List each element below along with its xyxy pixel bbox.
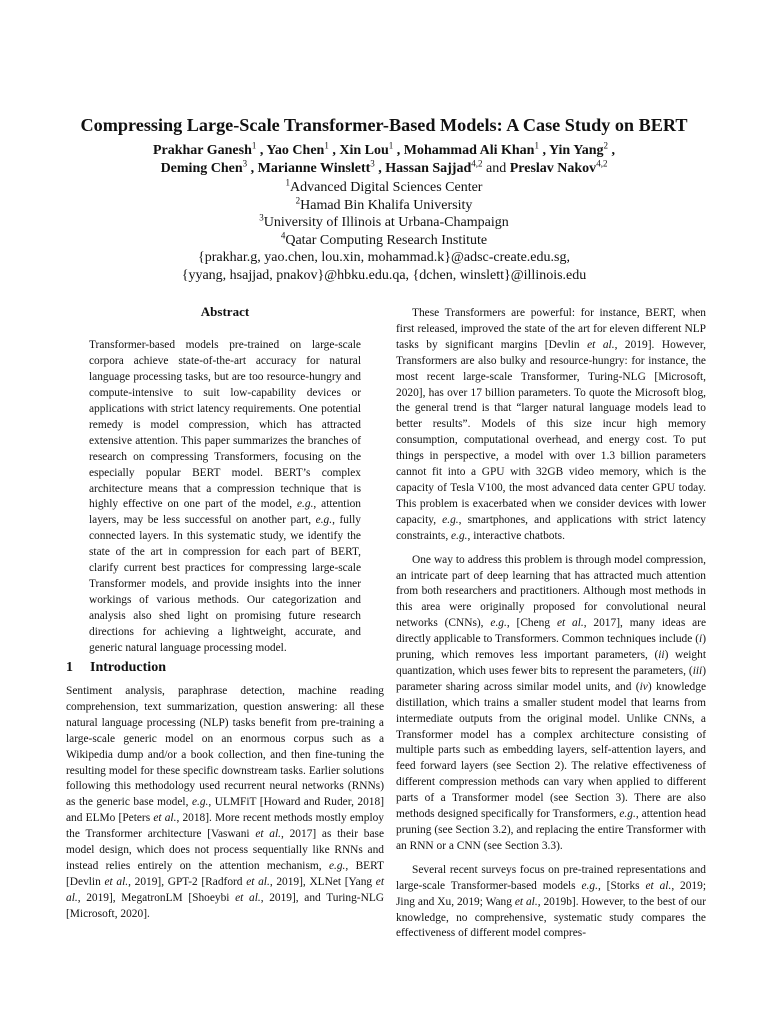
affiliation-text: Hamad Bin Khalifa University [300,197,473,213]
body-paragraph [396,863,706,943]
text-fragment: ) pruning, which removes less important parameters, ( [396,633,706,662]
text-fragment: , attention head pruning (see Section 3.2), and replacing the entire Transformer with an RNN or a CNN (see Section 3.3). [396,808,706,852]
text-fragment: These Transformers are powerful: for instance, BERT, when first released, improved the state of the art for eleven different NLP tasks by significant margins [Devlin [396,307,706,351]
text-fragment: e.g. [451,529,468,542]
text-fragment: e.g. [619,808,636,821]
section-number: 1 [66,660,73,675]
author-affil-mark: 1 [251,140,257,151]
abstract-fragment: e.g. [296,498,314,511]
text-fragment: Several recent surveys focus on pre-trained representations and large-scale Transformer-based models [396,863,706,892]
author-affil-mark: 3 [370,158,375,169]
text-fragment: , BERT [Devlin [66,859,384,888]
affiliation-block [0,179,768,285]
abstract-fragment: Transformer-based models pre-trained on large-scale corpora achieve state-of-the-art accuracy for natural language processing tasks, but are too resource-hungry and compute-intensive to suit low-capability devices or applications with strict latency requirements. One potential remedy is model compression, which has attracted extensive attention. This paper summarizes the branches of research on compressing Transformers, focusing on the especially popular BERT model. BERT’s complex architecture means that a compression technique that is highly effective on one part of the model, [89,339,361,511]
author-list: Prakhar Ganesh$^1$ , Yao Chen$^1$ , Xin Lou$^1$ , Mohammad Ali Khan$^1$ , Yin Yang$^2$ , Deming Chen$^3$ , Marianne Winslett$^3$ , Hassan Sajjad$^{4,2}$ and Preslav Nakov$^{4,2}$ [152,140,616,176]
text-fragment: et al. [104,875,129,888]
text-fragment: , [Cheng [506,617,557,630]
text-fragment: , [Storks [597,879,646,892]
text-fragment: , 2018]. More recent methods mostly employ the Transformer architecture [Vaswani [66,812,384,841]
affiliation-mark: 1 [285,177,291,188]
author-name: Yao Chen [266,143,325,158]
text-fragment: Sentiment analysis, paraphrase detection, machine reading comprehension, text summarization, question answering: all these natural language processing (NLP) tasks benefit from pre-training a large-scale generic model on an enormous corpus such as a Wikipedia dump and/or a book collection, and then fine-tuning the resulting model for these specific downstream tasks. Earlier solutions following this methodology used recurrent neural networks (RNNs) as the generic base model, [66,685,384,809]
abstract-fragment: , fully connected layers. In this systematic study, we identify the state of the art in compression for each part of BERT, clarify current best practices for compressing large-scale Transformer models, and provide insights into the inner workings of various methods. Our categorization and analysis also shed light on promising future research directions for achieving a lightweight, accurate, and generic natural language processing model. [89,514,361,654]
text-fragment: , 2017] as their base model design, which does not process sequentially like RNNs and instead relies entirely on the attention mechanism, [66,828,384,872]
section-title: Introduction [90,660,166,675]
text-fragment: i [699,633,703,646]
text-fragment: e.g. [191,796,209,809]
text-fragment: e.g. [581,879,598,892]
text-fragment: et al. [255,828,282,841]
affiliation-text: Advanced Digital Sciences Center [290,180,483,195]
text-fragment: , 2019], GPT-2 [Radford [128,875,247,888]
text-fragment: iii [692,664,703,677]
text-fragment: et al. [556,617,584,630]
text-fragment: ) knowledge distillation, which trains a smaller student model that learns from intermediate outputs from the original model. Unlike CNNs, a Transformer model has a complex architecture consisting of multiple parts such as embedding layers, self-attention layers, and feed forward layers (see Section 2). The relative effectiveness of different compression methods can vary when applied to different parts of a Transformer model (see Section 3). There are also methods designed specifically for Transformers, [396,680,707,821]
text-fragment: e.g. [442,513,459,526]
author-conjunction: and [486,161,507,176]
author-affil-mark: 4,2 [596,158,608,169]
abstract-fragment: e.g. [315,514,333,527]
abstract-text [89,327,361,668]
author-affil-mark: 2 [603,140,609,151]
text-fragment: , 2019], and Turing-NLG [Microsoft, 2020]. [66,891,385,920]
affiliation-text: Qatar Computing Research Institute [285,232,488,248]
text-fragment: , 2019], MegatronLM [Shoeybi [77,891,236,904]
paper-title: Compressing Large-Scale Transformer-Based Models: A Case Study on BERT [80,115,688,135]
email-line: {yyang, hsajjad, pnakov}@hbku.edu.qa, {dchen, winslett}@illinois.edu [181,267,587,283]
text-fragment: , 2019; Jing and Xu, 2019; Wang [396,879,706,908]
author-affil-mark: 3 [242,158,248,169]
affiliation-line [0,179,768,197]
section-heading [66,660,166,676]
author-name: Marianne Winslett [257,161,371,176]
abstract-heading: Abstract [200,304,250,319]
author-name: Xin Lou [339,143,389,158]
author-affil-mark: 1 [324,140,329,151]
author-affil-mark: 1 [388,140,394,151]
affiliation-line [0,214,768,232]
abstract-fragment: , attention layers, may be less successful on another part, [89,498,361,527]
text-fragment: e.g. [328,859,346,872]
text-fragment: iv [639,680,648,693]
affiliation-text: University of Illinois at Urbana-Champaign [263,215,509,231]
intro-paragraph [66,684,384,923]
text-fragment: ii [658,649,665,662]
text-fragment: et al. [153,812,177,825]
text-fragment: , 2017], many ideas are directly applicable to Transformers. Common techniques include ( [396,617,707,646]
text-fragment: e.g. [490,617,507,630]
text-fragment: , 2019]. However, Transformers are also bulky and resource-hungry: for instance, the most recent large-scale Transformer, Turing-NLG [Microsoft, 2020], has over 17 billion parameters. To quote the Microsoft blog, the general trend is that “larger natural language models lead to better results”. Models of this size incur high memory consumption, computational overhead, and energy cost. To put things in perspective, a model with over 1.3 billion parameters cannot fit into a GPU with 32GB video memory, which is the capacity of Tesla V100, the most advanced data center GPU today. This problem is exacerbated when we consider devices with lower capacity, [396,338,706,526]
text-fragment: et al. [587,338,615,351]
text-fragment: et al. [235,891,261,904]
text-fragment: , smartphones, and applications with strict latency constraints, [396,513,706,542]
author-affil-mark: 1 [534,140,539,151]
text-fragment: ) weight quantization, which uses fewer bits to represent the parameters, ( [396,649,706,677]
affiliation-mark: 3 [259,212,264,223]
body-paragraph [396,306,706,545]
author-name: Preslav Nakov [509,161,597,176]
author-affil-mark: 4,2 [471,158,483,169]
email-line: {prakhar.g, yao.chen, lou.xin, mohammad.k}@adsc-create.edu.sg, [198,250,570,266]
text-fragment: , interactive chatbots. [467,529,565,542]
text-fragment: et al. [645,879,672,892]
affiliation-mark: 2 [295,194,301,205]
affiliation-line [0,194,768,215]
affiliation-line [0,232,768,250]
text-fragment: et al. [246,875,270,888]
author-name: Mohammad Ali Khan [403,143,535,158]
text-fragment: One way to address this problem is through model compression, an intricate part of deep learning that has attracted much attention from both researchers and practitioners. Although most methods in this area were originally proposed for convolutional neural networks (CNNs), [396,553,706,630]
text-fragment: et al. [66,875,384,904]
author-name: Prakhar Ganesh [152,143,252,158]
author-name: Hassan Sajjad [385,161,472,176]
author-name: Deming Chen [160,161,243,176]
text-fragment: , 2019b]. However, to the best of our knowledge, no comprehensive, systematic study compares the effectiveness of different model compres- [396,895,707,940]
text-fragment: , ULMFiT [Howard and Ruder, 2018] and ELMo [Peters [66,796,384,825]
author-name: Yin Yang [548,143,604,158]
text-fragment: et al. [514,895,538,908]
right-column [396,306,706,942]
text-fragment: ) parameter sharing across similar model units, and ( [396,664,706,693]
text-fragment: , 2019], XLNet [Yang [269,875,376,888]
affiliation-mark: 4 [280,230,286,241]
body-paragraph [396,553,706,855]
